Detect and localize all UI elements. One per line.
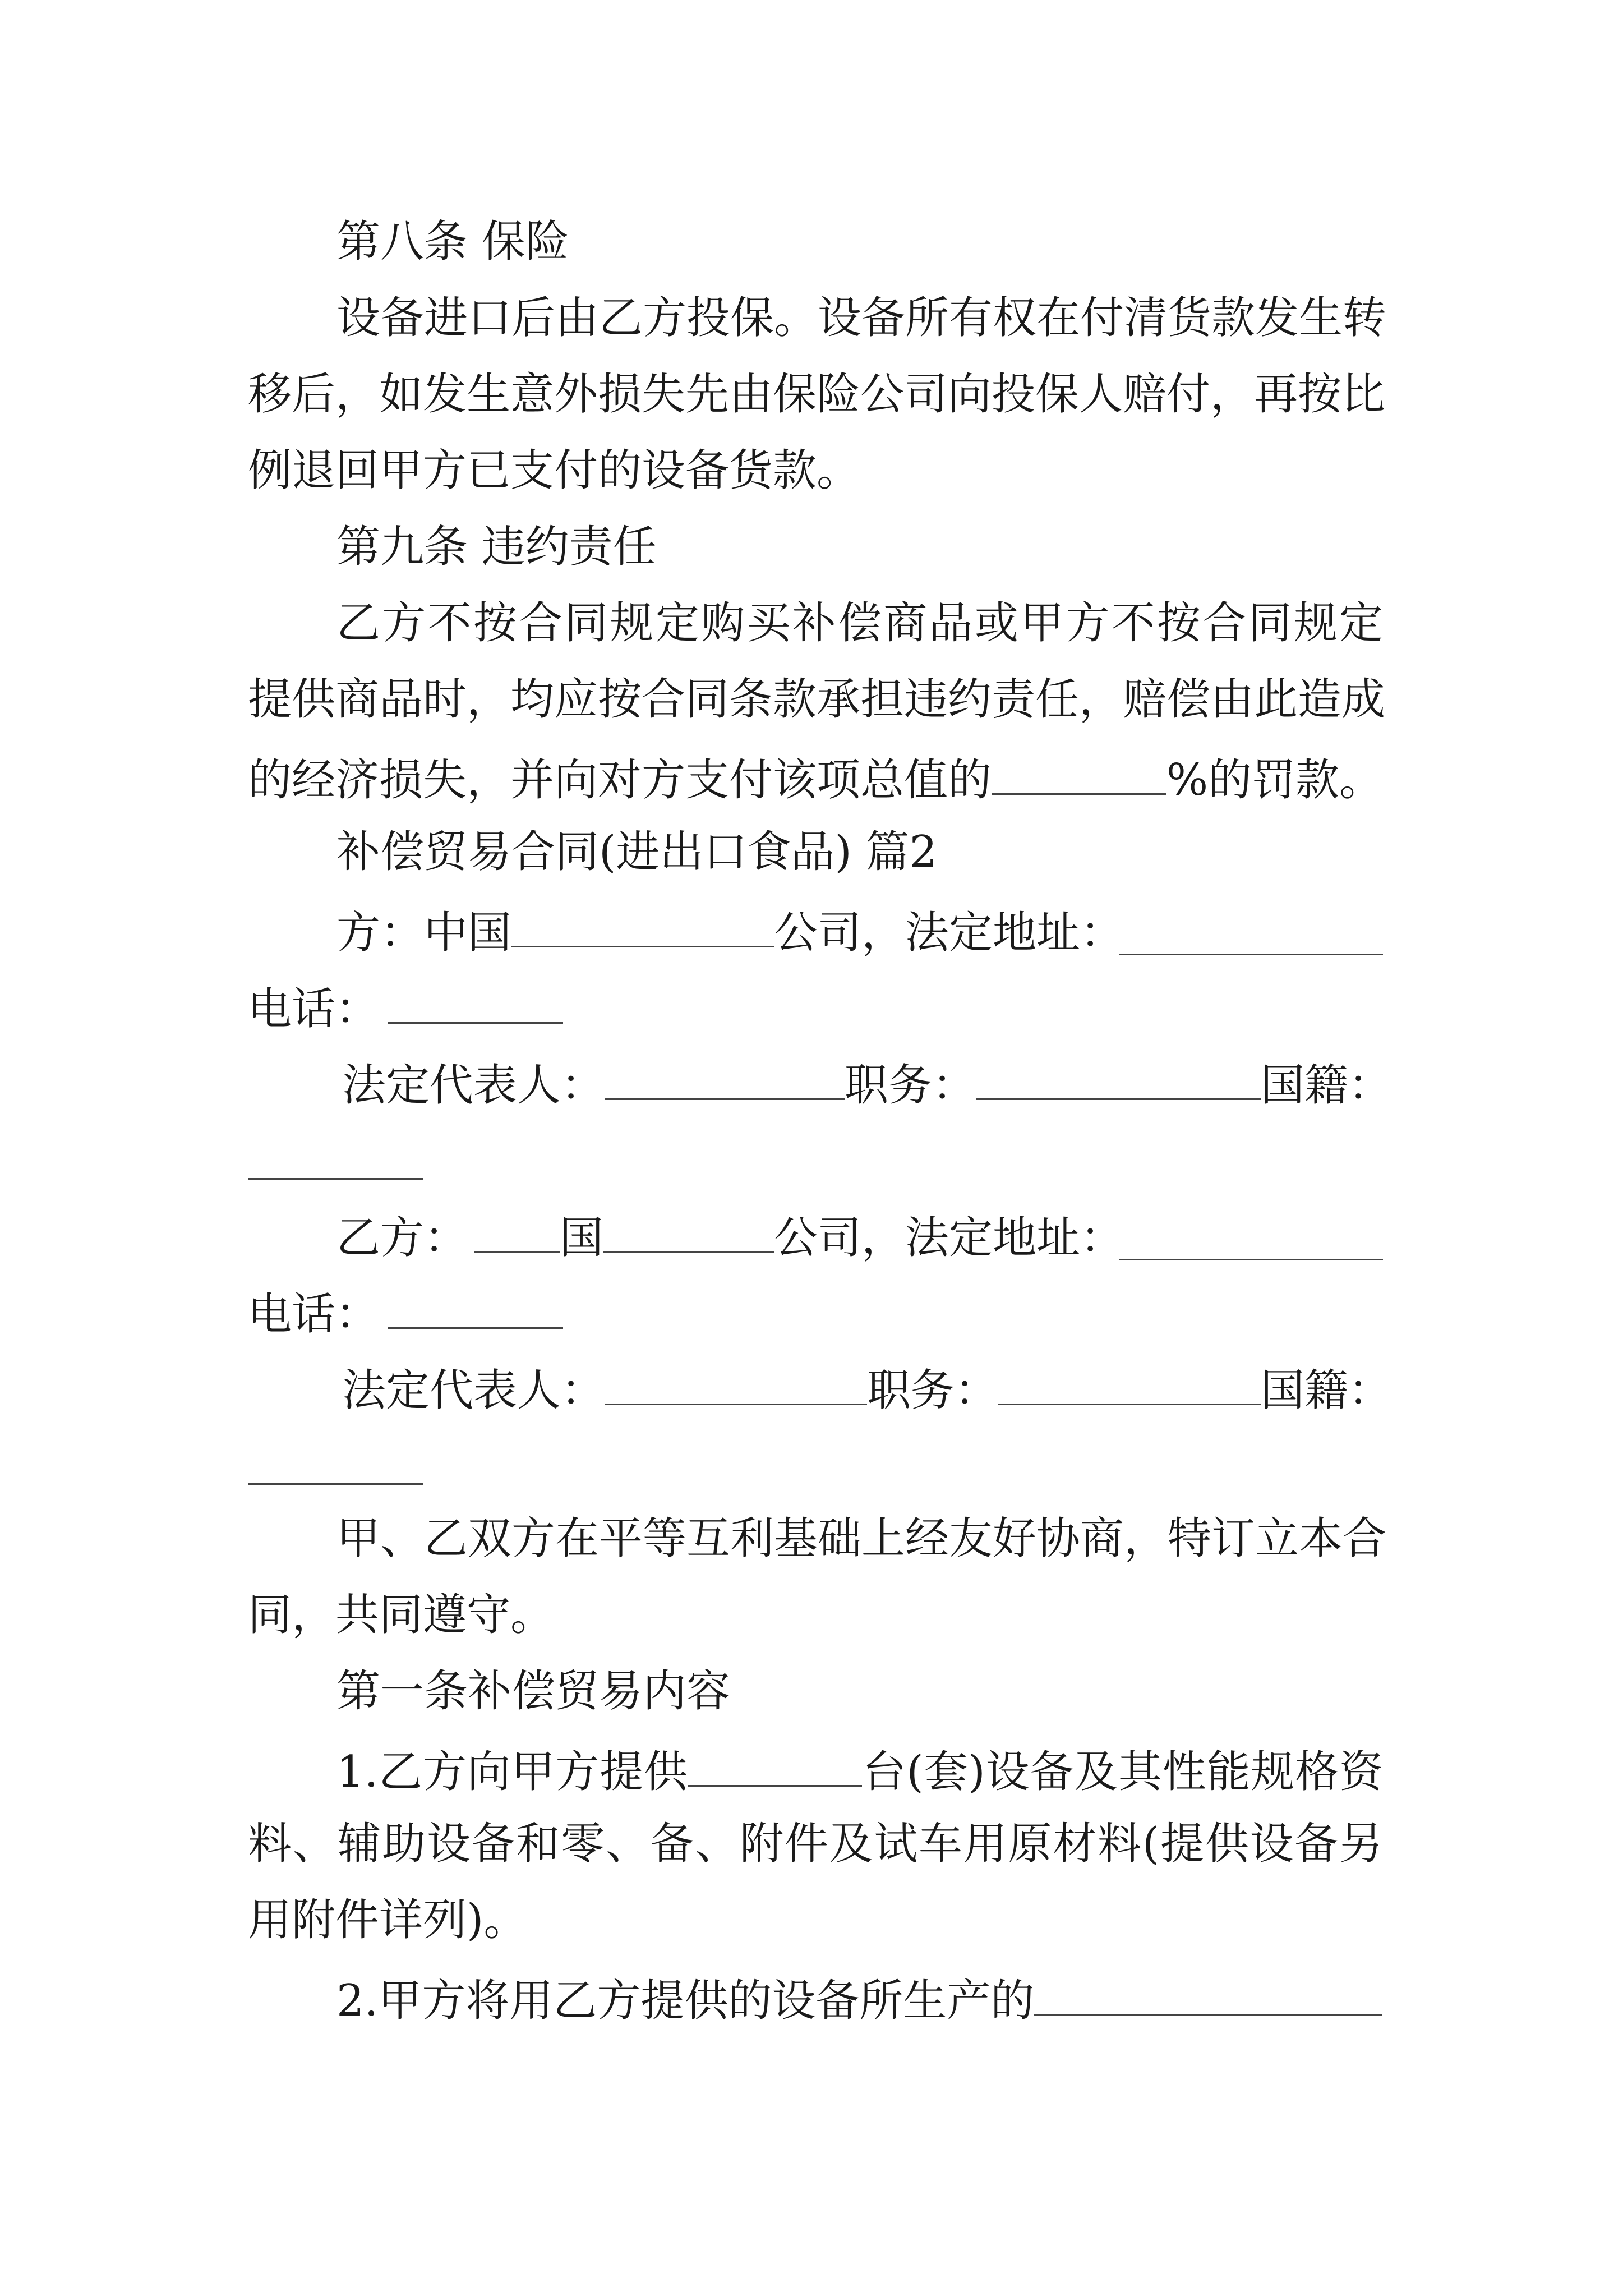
party-a-rep-blank xyxy=(605,1059,845,1100)
party-b-rep-blank xyxy=(605,1364,867,1405)
product-blank xyxy=(1034,1975,1382,2016)
party-b-nationality-blank xyxy=(248,1483,423,1485)
item-2-line-1 xyxy=(336,1975,1382,2027)
article-9-line-3 xyxy=(248,754,1384,806)
party-a-position-blank xyxy=(976,1059,1261,1100)
party-a-phone-line xyxy=(248,983,563,1035)
preamble-line-2: 同，共同遵守。 xyxy=(248,1590,555,1640)
article-9-line-3-text: 的经济损失，并向对方支付该项总值的 xyxy=(248,755,992,806)
party-b-position-label: 职务： xyxy=(867,1365,999,1416)
equipment-count-blank xyxy=(688,1746,862,1787)
party-a-company-blank xyxy=(511,907,774,947)
party-b-rep-label: 法定代表人： xyxy=(342,1365,605,1416)
party-a-nationality-blank xyxy=(248,1178,423,1180)
article-8-title: 第八条 保险 xyxy=(336,217,569,267)
party-a-address-blank xyxy=(1119,954,1383,955)
party-b-address-label: 公司，法定地址： xyxy=(774,1213,1124,1264)
article-9-line-3-suffix: %的罚款。 xyxy=(1166,755,1384,806)
party-a-rep-line xyxy=(342,1059,1393,1111)
party-b-nationality-label: 国籍： xyxy=(1261,1365,1393,1416)
article-9-line-1: 乙方不按合同规定购买补偿商品或甲方不按合同规定 xyxy=(336,598,1383,648)
party-b-line xyxy=(336,1212,1124,1264)
party-b-country-label: 国 xyxy=(560,1213,604,1264)
party-a-phone-blank xyxy=(388,983,563,1024)
article-8-line-1: 设备进口后由乙方投保。设备所有权在付清货款发生转 xyxy=(336,293,1387,343)
party-b-rep-line xyxy=(342,1364,1393,1416)
penalty-percent-blank xyxy=(992,754,1166,795)
party-b-label: 乙方： xyxy=(336,1213,468,1264)
party-b-company-blank xyxy=(603,1212,774,1253)
article-8-line-2: 移后，如发生意外损失先由保险公司向投保人赔付，再按比 xyxy=(248,369,1386,420)
party-b-phone-label: 电话： xyxy=(248,1289,380,1340)
article-1-title: 第一条补偿贸易内容 xyxy=(336,1666,731,1717)
party-b-phone-line xyxy=(248,1288,563,1340)
party-b-address-blank xyxy=(1119,1259,1383,1260)
party-a-address-label: 公司，法定地址： xyxy=(774,908,1124,959)
item-1-suffix: 台(套)设备及其性能规格资 xyxy=(861,1747,1383,1798)
item-1-line-1 xyxy=(336,1746,1383,1798)
article-9-title: 第九条 违约责任 xyxy=(336,522,657,572)
item-2-text: 2.甲方将用乙方提供的设备所生产的 xyxy=(336,1976,1035,2027)
party-a-rep-label: 法定代表人： xyxy=(342,1060,605,1111)
preamble-line-1: 甲、乙双方在平等互利基础上经友好协商，特订立本合 xyxy=(336,1513,1387,1564)
item-1-line-2: 料、辅助设备和零、备、附件及试车用原材料(提供设备另 xyxy=(248,1819,1383,1869)
party-b-country-blank xyxy=(474,1212,560,1253)
party-a-line xyxy=(336,907,1124,959)
item-1-line-3: 用附件详列)。 xyxy=(248,1895,528,1945)
party-a-label: 方：中国 xyxy=(336,908,512,959)
party-a-nationality-label: 国籍： xyxy=(1261,1060,1393,1111)
article-8-line-3: 例退回甲方已支付的设备货款。 xyxy=(248,445,861,496)
item-1-text: 1.乙方向甲方提供 xyxy=(336,1747,688,1798)
section-2-title: 补偿贸易合同(进出口食品) 篇2 xyxy=(336,827,938,877)
article-9-line-2: 提供商品时，均应按合同条款承担违约责任，赔偿由此造成 xyxy=(248,674,1386,725)
party-a-position-label: 职务： xyxy=(845,1060,976,1111)
party-a-phone-label: 电话： xyxy=(248,984,380,1035)
party-b-phone-blank xyxy=(388,1288,563,1329)
party-b-position-blank xyxy=(998,1364,1261,1405)
